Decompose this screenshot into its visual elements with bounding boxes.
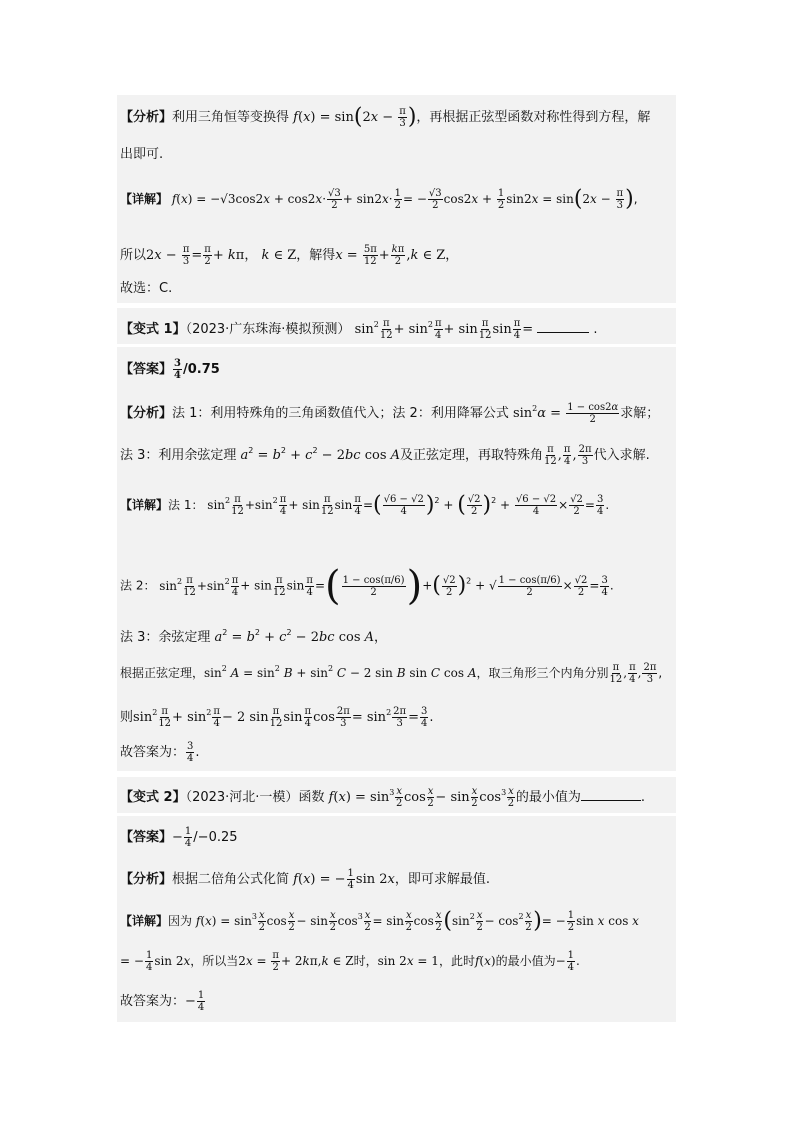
analysis-text: 利用三角恒等变换得 [172, 110, 290, 125]
variant1-detail-method3: 法 3：余弦定理 $a^2 = b^2 + c^2 - 2bc$ cos A， [120, 628, 388, 645]
fraction: $\frac{\pi}{3}$ [399, 106, 406, 129]
analysis-label: 【分析】 [120, 110, 173, 125]
formula-fx: f [293, 110, 298, 125]
analysis-line-1: 【分析】利用三角恒等变换得 f(x) = sin(2x − $\frac{\pi}{3}$ )，再根据正弦型函数对称性得到方程，解 [120, 104, 651, 130]
variant1-detail-method1: 【详解】法 1： $\sin^2$ $\frac{\pi}{12}$ $+\sin^2$ $\frac{\pi}{4}$ + sin $\frac{\pi}{12}$ sin $\frac{\pi}{4}$ =( $\frac{√6 - √2}{4}$ )$^2$ + ( $\frac{√2}{2}$ )$^2$ + $\frac{√6 - √2}{4}$ × $\frac{√2}{2}$ = $\frac{3}{4}$ . [120, 492, 610, 518]
variant2-detail-2: = − $\frac{1}{4}$ sin 2x，所以当2x = $\frac{\pi}{2}$ + 2kπ,k ∈ Z时，sin 2x = 1，此时f(x)的最小值为− $\frac{1}{4}$ . [120, 950, 580, 973]
variant1-analysis-2: 法 3：利用余弦定理 $a^2 = b^2 + c^2 - 2bc$ cos A及正弦定理，再取特殊角 $\frac{\pi}{12}$ , $\frac{\pi}{4}$ , $\frac{2\pi}{3}$ 代入求解. [120, 444, 650, 467]
analysis-text-b: ，再根据正弦型函数对称性得到方程，解 [416, 110, 651, 125]
detail-line-1: 【详解】 f(x) = −√3cos2x + cos2x· $\frac{√3}{2}$ + sin2x· $\frac{1}{2}$ = − $\frac{√3}{2}$ cos2x + $\frac{1}{2}$ sin2x = sin(2x − $\frac{\pi}{3}$ ), [120, 186, 638, 212]
variant1-final: 故答案为： $\frac{3}{4}$ . [120, 741, 200, 764]
variant1-analysis-1: 【分析】法 1：利用特殊角的三角函数值代入；法 2：利用降幂公式 $\sin^2\alpha$ = $\frac{1 - \cos 2\alpha}{2}$ 求解； [120, 402, 660, 425]
detail-line-2: 所以2x − $\frac{\pi}{3}$ = $\frac{\pi}{2}$ + kπ， k ∈ Z，解得x = $\frac{5\pi}{12}$ + $\frac{k\pi}{2}$ ,k ∈ Z， [120, 244, 459, 267]
analysis-line-2 [120, 146, 672, 164]
variant1-then: 则$\sin^2$ $\frac{\pi}{12}$ + $\sin^2$ $\frac{\pi}{4}$ − 2 sin $\frac{\pi}{12}$ sin $\frac{\pi}{4}$ cos $\frac{2\pi}{3}$ = $\sin^2$ $\frac{2\pi}{3}$ = $\frac{3}{4}$ . [120, 706, 434, 729]
variant2-question: 【变式 2】（2023·河北·一模）函数 $f(x) = \sin^3$ $\frac{x}{2}$ cos $\frac{x}{2}$ − sin $\frac{x}{2}$ $\cos^3$ $\frac{x}{2}$ 的最小值为 . [120, 786, 645, 809]
variant2-label: 【变式 2】 [120, 790, 186, 805]
answer-text: 故选：C. [120, 281, 173, 296]
variant1-question: 【变式 1】（2023·广东珠海·模拟预测） $\sin^2$ $\frac{\pi}{12}$ + $\sin^2$ $\frac{\pi}{4}$ + sin $\frac{\pi}{12}$ sin $\frac{\pi}{4}$ = . [120, 318, 598, 341]
variant1-detail-method2: 法 2： $\sin^2$ $\frac{\pi}{12}$ $+\sin^2$ $\frac{\pi}{4}$ + sin $\frac{\pi}{12}$ sin $\frac{\pi}{4}$ =( $\frac{1 - \cos(\pi/6)}{2}$ )+( $\frac{√2}{2}$ )$^2$ + √ $\frac{1 - \cos(\pi/6)}{2}$ × $\frac{√2}{2}$ = $\frac{3}{4}$ . [120, 563, 614, 609]
variant1-label: 【变式 1】 [120, 322, 186, 337]
variant2-detail-1: 【详解】因为 $f(x) = \sin^3$ $\frac{x}{2}$ cos $\frac{x}{2}$ − sin $\frac{x}{2}$ $\cos^3$ $\frac{x}{2}$ = sin $\frac{x}{2}$ cos $\frac{x}{2}$ ($\sin^2$ $\frac{x}{2}$ − $\cos^2$ $\frac{x}{2}$ )= − $\frac{1}{2}$ sin x cos x [120, 908, 639, 934]
answer-blank-2[interactable] [581, 788, 641, 801]
answer-blank[interactable] [537, 320, 589, 333]
variant1-sine-rule: 根据正弦定理，$\sin^2 A = \sin^2 B + \sin^2 C - 2$ sin B sin C cos A，取三角形三个内角分别 $\frac{\pi}{12}$ , $\frac{\pi}{4}$ , $\frac{2\pi}{3}$ , [120, 662, 663, 685]
variant1-answer: 【答案】 $\frac{3}{4}$ /0.75 [120, 358, 220, 381]
variant2-final: 故答案为：− $\frac{1}{4}$ [120, 990, 205, 1013]
detail-label: 【详解】 [120, 192, 169, 206]
variant1-source: （2023·广东珠海·模拟预测） [185, 322, 351, 337]
answer-line [120, 280, 672, 298]
variant2-analysis: 【分析】根据二倍角公式化简 f(x) = − $\frac{1}{4}$ sin 2x，即可求解最值. [120, 868, 490, 891]
analysis-text-c: 出即可. [120, 147, 164, 162]
variant2-answer: 【答案】− $\frac{1}{4}$ /−0.25 [120, 826, 238, 849]
